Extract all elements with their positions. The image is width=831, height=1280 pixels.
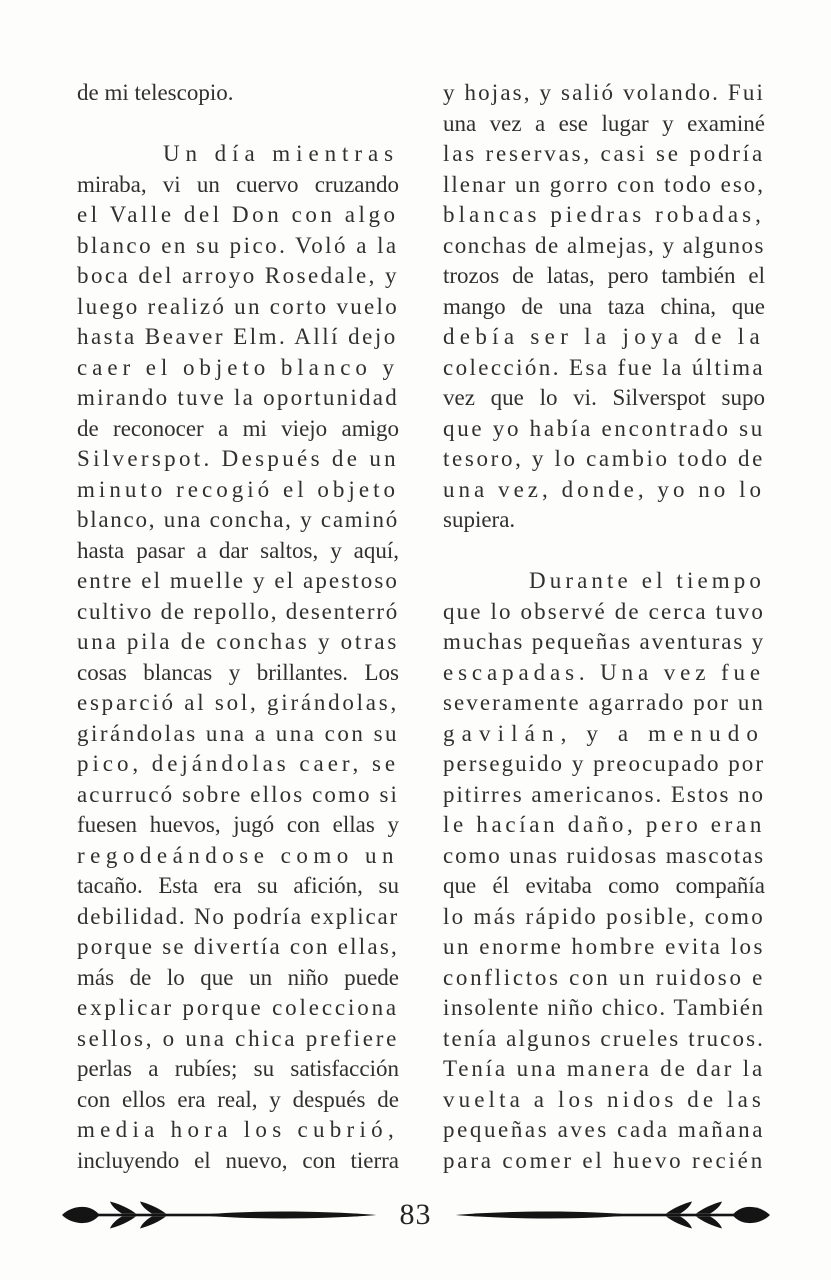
text-line: insolente niño chico. También xyxy=(443,995,765,1020)
text-line: hasta Beaver Elm. Allí dejo xyxy=(77,324,398,349)
text-line: trozos de latas, pero también el xyxy=(443,263,765,288)
text-line: hasta pasar a dar saltos, y aquí, xyxy=(77,537,399,563)
text-line: media hora los cubrió, xyxy=(77,1117,399,1142)
text-line: vez que lo vi. Silverspot supo xyxy=(443,385,765,410)
text-line: muchas pequeñas aventuras y xyxy=(443,629,765,654)
text-line: fuesen huevos, jugó con ellas y xyxy=(77,812,399,837)
paragraph xyxy=(443,566,765,1176)
paragraph xyxy=(77,139,399,1176)
text-line: incluyendo el nuevo, con tierra xyxy=(77,1147,399,1173)
text-line: girándolas una a una con su xyxy=(77,720,399,746)
text-line: Durante el tiempo xyxy=(529,568,765,593)
text-line: blancas piedras robadas, xyxy=(443,202,765,227)
text-line: que yo había encontrado su xyxy=(443,415,765,441)
text-line: acurrucó sobre ellos como si xyxy=(77,781,399,807)
text-line: explicar porque colecciona xyxy=(77,995,399,1020)
text-line: le hacían daño, pero eran xyxy=(443,812,765,837)
text-line: colección. Esa fue la última xyxy=(443,354,765,380)
text-line: con ellos era real, y después de xyxy=(77,1086,399,1112)
text-line: regodeándose como un xyxy=(77,842,399,868)
text-line: blanco, una concha, y caminó xyxy=(77,507,399,532)
text-column-right xyxy=(443,78,765,1176)
text-line: conchas de almejas, y algunos xyxy=(443,232,765,258)
text-line: vuelta a los nidos de las xyxy=(443,1086,765,1112)
text-line: que lo observé de cerca tuvo xyxy=(443,598,765,624)
text-line: de reconocer a mi viejo amigo xyxy=(77,415,399,441)
text-line: llenar un gorro con todo eso, xyxy=(443,171,765,197)
text-line: una vez a ese lugar y examiné xyxy=(443,110,765,136)
text-line: Un día mientras xyxy=(163,141,399,166)
text-column-left xyxy=(77,78,399,1176)
text-line: esparció al sol, girándolas, xyxy=(77,690,399,715)
text-line: minuto recogió el objeto xyxy=(77,476,399,502)
paragraph xyxy=(443,78,765,536)
text-line: pequeñas aves cada mañana xyxy=(443,1117,765,1142)
text-line: y hojas, y salió volando. Fui xyxy=(443,80,765,105)
text-line: más de lo que un niño puede xyxy=(77,964,399,990)
text-line: conflictos con un ruidoso e xyxy=(443,964,765,990)
text-line: de mi telescopio. xyxy=(77,80,234,105)
text-line: las reservas, casi se podría xyxy=(443,141,765,166)
text-line: el Valle del Don con algo xyxy=(77,202,399,227)
text-line: lo más rápido posible, como xyxy=(443,903,765,929)
text-line: luego realizó un corto vuelo xyxy=(77,293,399,319)
text-line: cultivo de repollo, desenterró xyxy=(77,598,399,624)
text-line: Silverspot. Después de un xyxy=(77,446,399,471)
text-line: debía ser la joya de la xyxy=(443,324,765,349)
page-text-block xyxy=(77,78,765,1176)
arrow-ornament-left-icon xyxy=(58,1197,378,1233)
text-line: sellos, o una chica prefiere xyxy=(77,1025,399,1051)
text-line: porque se divertía con ellas, xyxy=(77,934,399,959)
text-line: miraba, vi un cuervo cruzando xyxy=(77,171,399,197)
text-line: cosas blancas y brillantes. Los xyxy=(77,659,399,685)
text-line: debilidad. No podría explicar xyxy=(77,903,399,929)
text-line: un enorme hombre evita los xyxy=(443,934,765,959)
text-line: boca del arroyo Rosedale, y xyxy=(77,263,399,288)
text-line: entre el muelle y el apestoso xyxy=(77,568,399,593)
text-line: pico, dejándolas caer, se xyxy=(77,751,399,776)
page-number: 83 xyxy=(399,1198,432,1231)
text-line: Tenía una manera de dar la xyxy=(443,1056,765,1081)
paragraph xyxy=(77,78,399,109)
text-line: que él evitaba como compañía xyxy=(443,873,765,898)
text-line: una vez, donde, yo no lo xyxy=(443,476,765,502)
text-line: una pila de conchas y otras xyxy=(77,629,399,654)
text-line: mirando tuve la oportunidad xyxy=(77,385,399,410)
text-line: perlas a rubíes; su satisfacción xyxy=(77,1056,399,1081)
text-line: caer el objeto blanco y xyxy=(77,354,399,380)
text-line: severamente agarrado por un xyxy=(443,690,765,715)
text-line: perseguido y preocupado por xyxy=(443,751,765,776)
text-line: gavilán, y a menudo xyxy=(443,720,765,746)
text-line: supiera. xyxy=(443,507,516,532)
page-footer xyxy=(0,1196,831,1234)
text-line: para comer el huevo recién xyxy=(443,1147,765,1173)
arrow-ornament-right-icon xyxy=(454,1197,774,1233)
text-line: pitirres americanos. Estos no xyxy=(443,781,765,807)
text-line: escapadas. Una vez fue xyxy=(443,659,765,685)
text-line: blanco en su pico. Voló a la xyxy=(77,232,399,258)
text-line: como unas ruidosas mascotas xyxy=(443,842,765,868)
text-line: mango de una taza china, que xyxy=(443,293,765,319)
text-line: tacaño. Esta era su afición, su xyxy=(77,873,399,898)
text-line: tenía algunos crueles trucos. xyxy=(443,1025,765,1051)
text-line: tesoro, y lo cambio todo de xyxy=(443,446,765,471)
